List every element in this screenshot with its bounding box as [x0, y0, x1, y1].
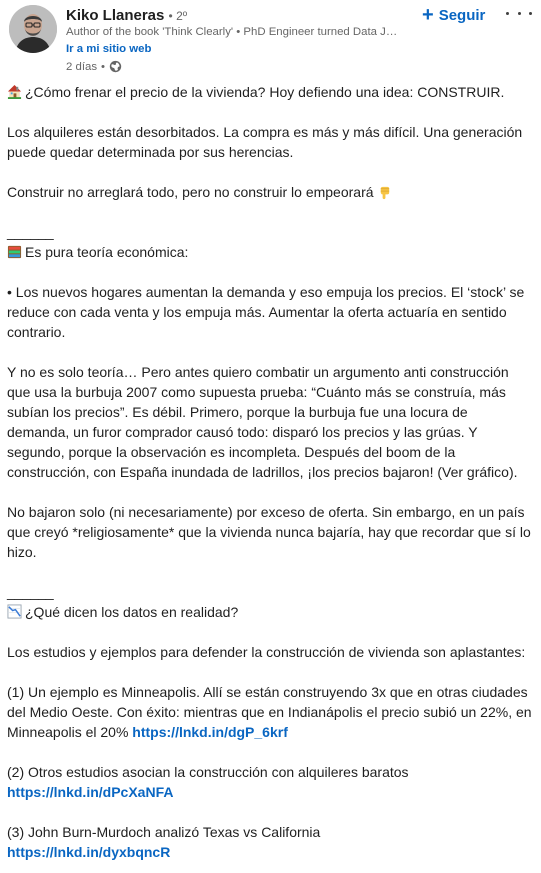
post-header [0, 0, 541, 80]
website-link[interactable]: Ir a mi sitio web [66, 43, 152, 55]
post-link[interactable]: https://lnkd.in/dPcXaNFA [7, 784, 174, 800]
post-paragraph: Los alquileres están desorbitados. La compra es más y más difícil. Una generación puede quedar determinada por sus herencias. [7, 124, 523, 160]
pointing-down-emoji-icon [377, 185, 392, 200]
follow-label: Seguir [438, 6, 486, 24]
post-paragraph [7, 242, 188, 262]
post-paragraph: Y no es solo teoría… Pero antes quiero combatir un argumento anti construcción que usa la burbuja 2007 como supuesta prueba: “Cuánto más se construía, más subían los precios”. Es débil. Primero, porque la burbuja fue una locura de demanda, un furor comprador causó todo: disparó los precios y las grúas. Y segundo, porque la observación es incompleta. Después del boom de la construcción, con España inundada de ladrillos, ¡los precios bajaron! (Ver gráfico). [7, 364, 518, 480]
ellipsis-dot [529, 12, 532, 15]
post-paragraph [7, 762, 533, 802]
avatar-photo-icon [9, 5, 57, 53]
post-text: ¿Cómo frenar el precio de la vivienda? Hoy defiendo una idea: CONSTRUIR. [25, 84, 505, 100]
post-paragraph: No bajaron solo (ni necesariamente) por exceso de oferta. Sin embargo, en un país que creyó *religiosamente* que la vivienda nunca bajaría, hay que recordar que sí lo hizo. [7, 504, 531, 560]
connection-degree [169, 9, 188, 23]
post-text: ¿Qué dicen los datos en realidad? [25, 604, 239, 620]
post-time: 2 días [66, 60, 98, 73]
ellipsis-icon[interactable] [506, 4, 532, 22]
separator-dot: • [168, 9, 173, 23]
post-paragraph [7, 602, 238, 622]
author-name-text[interactable]: Kiko Llaneras [66, 7, 165, 24]
chart-decreasing-emoji-icon [7, 604, 22, 619]
post-link[interactable]: https://lnkd.in/dyxbqncR [7, 844, 171, 860]
post-text: (2) Otros estudios asocian la construcción con alquileres baratos [7, 764, 409, 780]
post-text: (1) Un ejemplo es Minneapolis. Allí se están construyendo 3x que en otras ciudades del Medio Oeste. Con éxito: mientras que en Indianápolis el precio subió un 22%, en Minneapolis el 20% [7, 684, 532, 740]
follow-button[interactable] [422, 4, 485, 26]
globe-icon [109, 60, 122, 73]
separator-dot: • [101, 60, 106, 73]
ellipsis-dot [518, 12, 521, 15]
post-paragraph [7, 82, 504, 102]
author-headline: Author of the book 'Think Clearly' • PhD Engineer turned Data J… [66, 26, 398, 38]
ellipsis-dot [506, 12, 509, 15]
post-meta [66, 60, 122, 73]
post-text: Construir no arreglará todo, pero no construir lo empeorará [7, 184, 374, 200]
post-paragraph [7, 682, 533, 742]
post-text: (3) John Burn-Murdoch analizó Texas vs California [7, 824, 321, 840]
post-paragraph: • Los nuevos hogares aumentan la demanda y eso empuja los precios. El ‘stock’ se reduce con cada venta y los empuja más. Aumentar la oferta actuaría en sentido contrario. [7, 284, 525, 340]
post-paragraph [7, 822, 533, 862]
ledger-emoji-icon [7, 244, 22, 259]
author-name[interactable] [66, 7, 187, 24]
post-link[interactable]: https://lnkd.in/dgP_6krf [132, 724, 288, 740]
separator-line: ______ [7, 584, 54, 600]
post-text: Es pura teoría económica: [25, 244, 189, 260]
post-paragraph [7, 182, 392, 202]
plus-icon: + [422, 4, 434, 26]
degree-text: 2º [176, 9, 188, 23]
avatar[interactable] [9, 5, 57, 53]
post-paragraph: Los estudios y ejemplos para defender la construcción de vivienda son aplastantes: [7, 644, 526, 660]
house-emoji-icon [7, 84, 22, 99]
separator-line: ______ [7, 224, 54, 240]
